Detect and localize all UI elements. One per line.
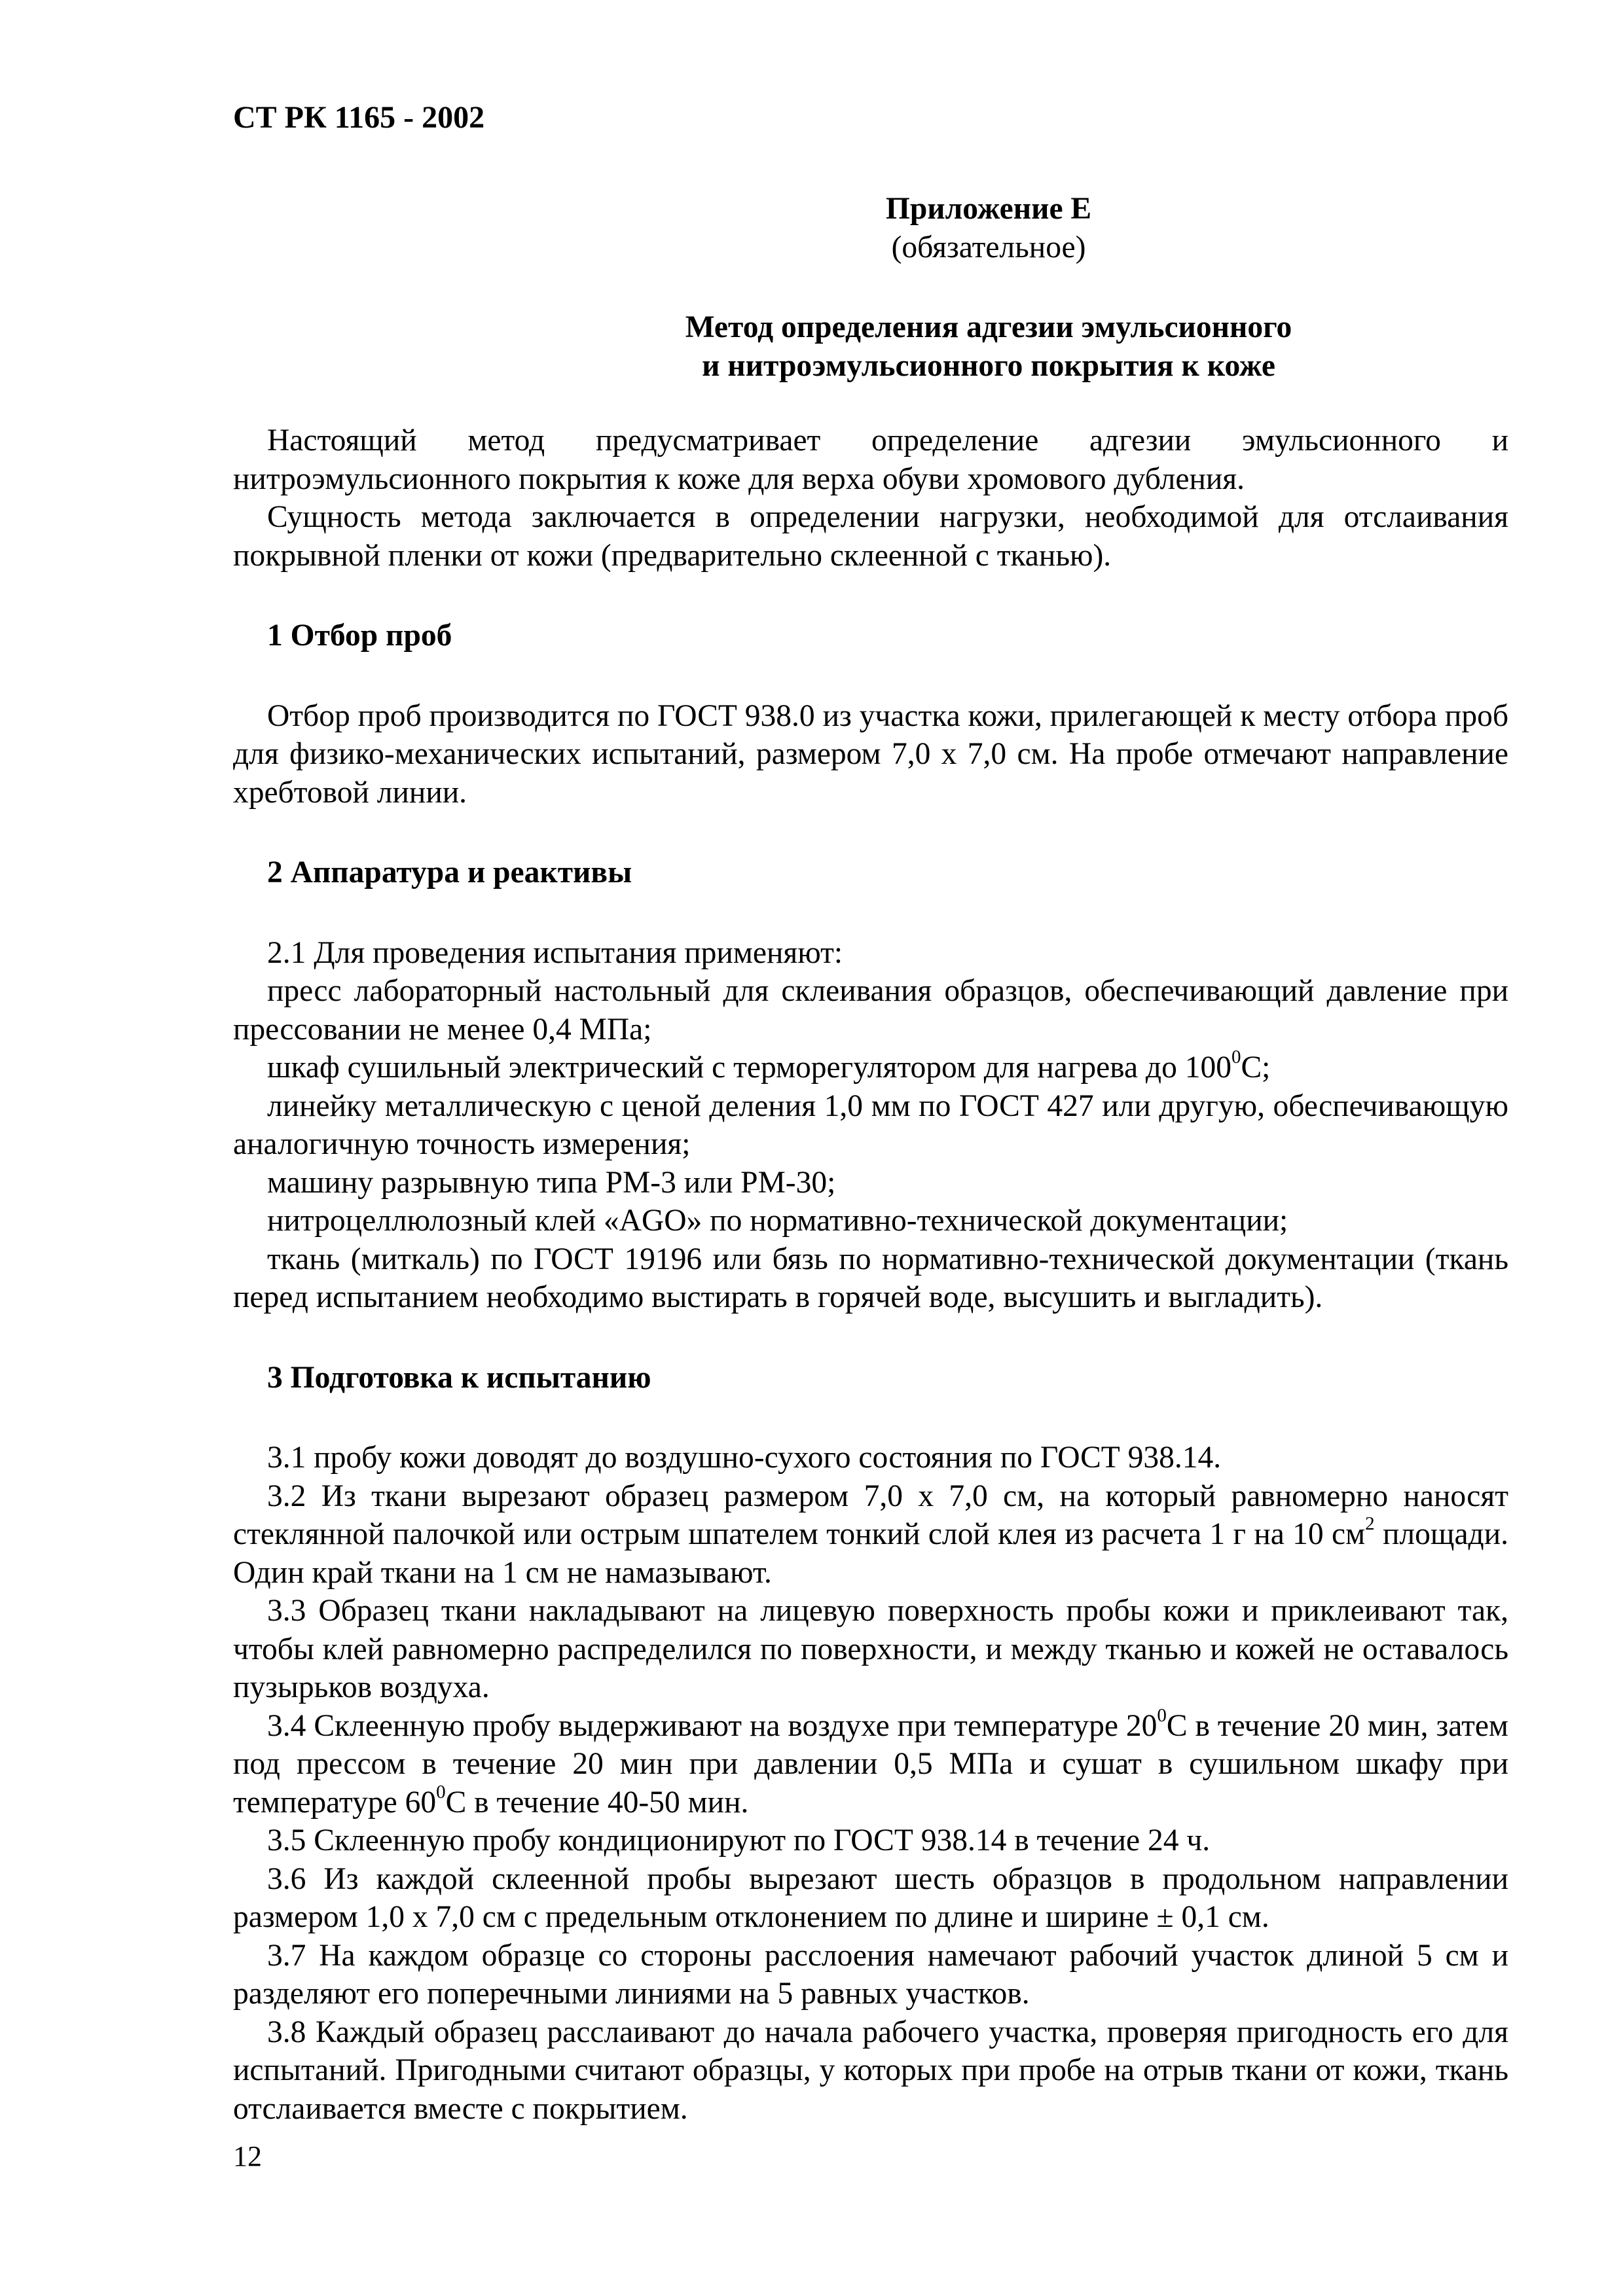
superscript: 0 bbox=[1231, 1047, 1241, 1067]
intro-paragraph: Сущность метода заключается в определении нагрузки, необходимой для отслаивания покрывной пленки от кожи (предварительно склеенной с тканью). bbox=[233, 500, 1508, 573]
section-paragraph: 3.3 Образец ткани накладывают на лицевую поверхность пробы кожи и приклеивают так, чтобы клей равномерно распределился по поверхности, и между тканью и кожей не оставалось пузырьков воздуха. bbox=[233, 1594, 1508, 1704]
section-paragraph: 3.8 Каждый образец расслаивают до начала рабочего участка, проверяя пригодность его для испытаний. Пригодными считают образцы, у которых при пробе на отрыв ткани от кожи, ткань отслаивается вместе с покрытием. bbox=[233, 2015, 1508, 2126]
section-paragraph: машину разрывную типа РМ-3 или РМ-30; bbox=[267, 1165, 836, 1200]
appendix-subtitle: (обязательное) bbox=[891, 230, 1086, 264]
section-paragraph: 3.6 Из каждой склеенной пробы вырезают шесть образцов в продольном направлении размером 1,0 х 7,0 см с предельным отклонением по длине и ширине ± 0,1 см. bbox=[233, 1861, 1508, 1934]
method-title-line-1: Метод определения адгезии эмульсионного bbox=[685, 310, 1292, 344]
text-run: площади. Один край ткани на 1 см не намазывают. bbox=[233, 1517, 1509, 1590]
method-title-line-2: и нитроэмульсионного покрытия к коже bbox=[702, 348, 1275, 383]
text-run: 3.4 Склеенную пробу выдерживают на воздухе при температуре 20 bbox=[267, 1708, 1158, 1743]
section-paragraph: 3.1 пробу кожи доводят до воздушно-сухого состояния по ГОСТ 938.14. bbox=[267, 1441, 1222, 1475]
page-content bbox=[233, 190, 1508, 2128]
section-paragraph: 3.7 На каждом образце со стороны расслоения намечают рабочий участок длиной 5 см и разделяют его поперечными линиями на 5 равных участков. bbox=[233, 1938, 1508, 2011]
section-paragraph bbox=[233, 1049, 1508, 1087]
section-heading-preparation: 3 Подготовка к испытанию bbox=[267, 1360, 651, 1395]
section-paragraph: линейку металлическую с ценой деления 1,0 мм по ГОСТ 427 или другую, обеспечивающую аналогичную точность измерения; bbox=[233, 1088, 1508, 1161]
section-paragraph: нитроцеллюлозный клей «AGO» по нормативно-технической документации; bbox=[267, 1204, 1288, 1238]
document-id: СТ РК 1165 - 2002 bbox=[233, 100, 485, 135]
appendix-title: Приложение Е bbox=[885, 192, 1092, 226]
superscript: 0 bbox=[1157, 1704, 1167, 1726]
text-run: С; bbox=[1241, 1050, 1271, 1085]
section-paragraph bbox=[233, 1704, 1508, 1822]
section-heading-sampling: 1 Отбор проб bbox=[267, 619, 452, 653]
section-paragraph: 3.5 Склеенную пробу кондиционируют по ГОСТ 938.14 в течение 24 ч. bbox=[267, 1823, 1211, 1857]
superscript: 2 bbox=[1365, 1513, 1375, 1534]
page-number: 12 bbox=[233, 2140, 262, 2172]
text-run: 3.2 Из ткани вырезают образец размером 7,0 х 7,0 см, на который равномерно наносят стеклянной палочкой или острым шпателем тонкий слой клея из расчета 1 г на 10 см bbox=[233, 1479, 1508, 1551]
section-paragraph: Отбор проб производится по ГОСТ 938.0 из участка кожи, прилегающей к месту отбора проб для физико-механических испытаний, размером 7,0 х 7,0 см. На пробе отмечают направление хребтовой линии. bbox=[233, 698, 1508, 810]
superscript: 0 bbox=[436, 1781, 446, 1803]
section-heading-apparatus: 2 Аппаратура и реактивы bbox=[267, 855, 632, 889]
section-paragraph bbox=[233, 1477, 1508, 1592]
section-paragraph: 2.1 Для проведения испытания применяют: bbox=[267, 935, 843, 970]
text-run: С в течение 20 мин, затем под прессом в течение 20 мин при давлении 0,5 МПа и сушат в сушильном шкафу при температуре 60 bbox=[233, 1708, 1508, 1820]
section-paragraph: пресс лабораторный настольный для склеивания образцов, обеспечивающий давление при прессовании не менее 0,4 МПа; bbox=[233, 974, 1508, 1047]
text-run: шкаф сушильный электрический с терморегулятором для нагрева до 100 bbox=[267, 1050, 1231, 1085]
intro-block bbox=[233, 422, 1508, 575]
section-paragraph: ткань (миткаль) по ГОСТ 19196 или бязь по нормативно-технической документации (ткань перед испытанием необходимо выстирать в горячей воде, высушить и выгладить). bbox=[233, 1242, 1508, 1314]
intro-paragraph: Настоящий метод предусматривает определение адгезии эмульсионного и нитроэмульсионного покрытия к коже для верха обуви хромового дубления. bbox=[233, 423, 1508, 496]
text-run: С в течение 40-50 мин. bbox=[445, 1785, 749, 1820]
method-title bbox=[233, 308, 1508, 385]
